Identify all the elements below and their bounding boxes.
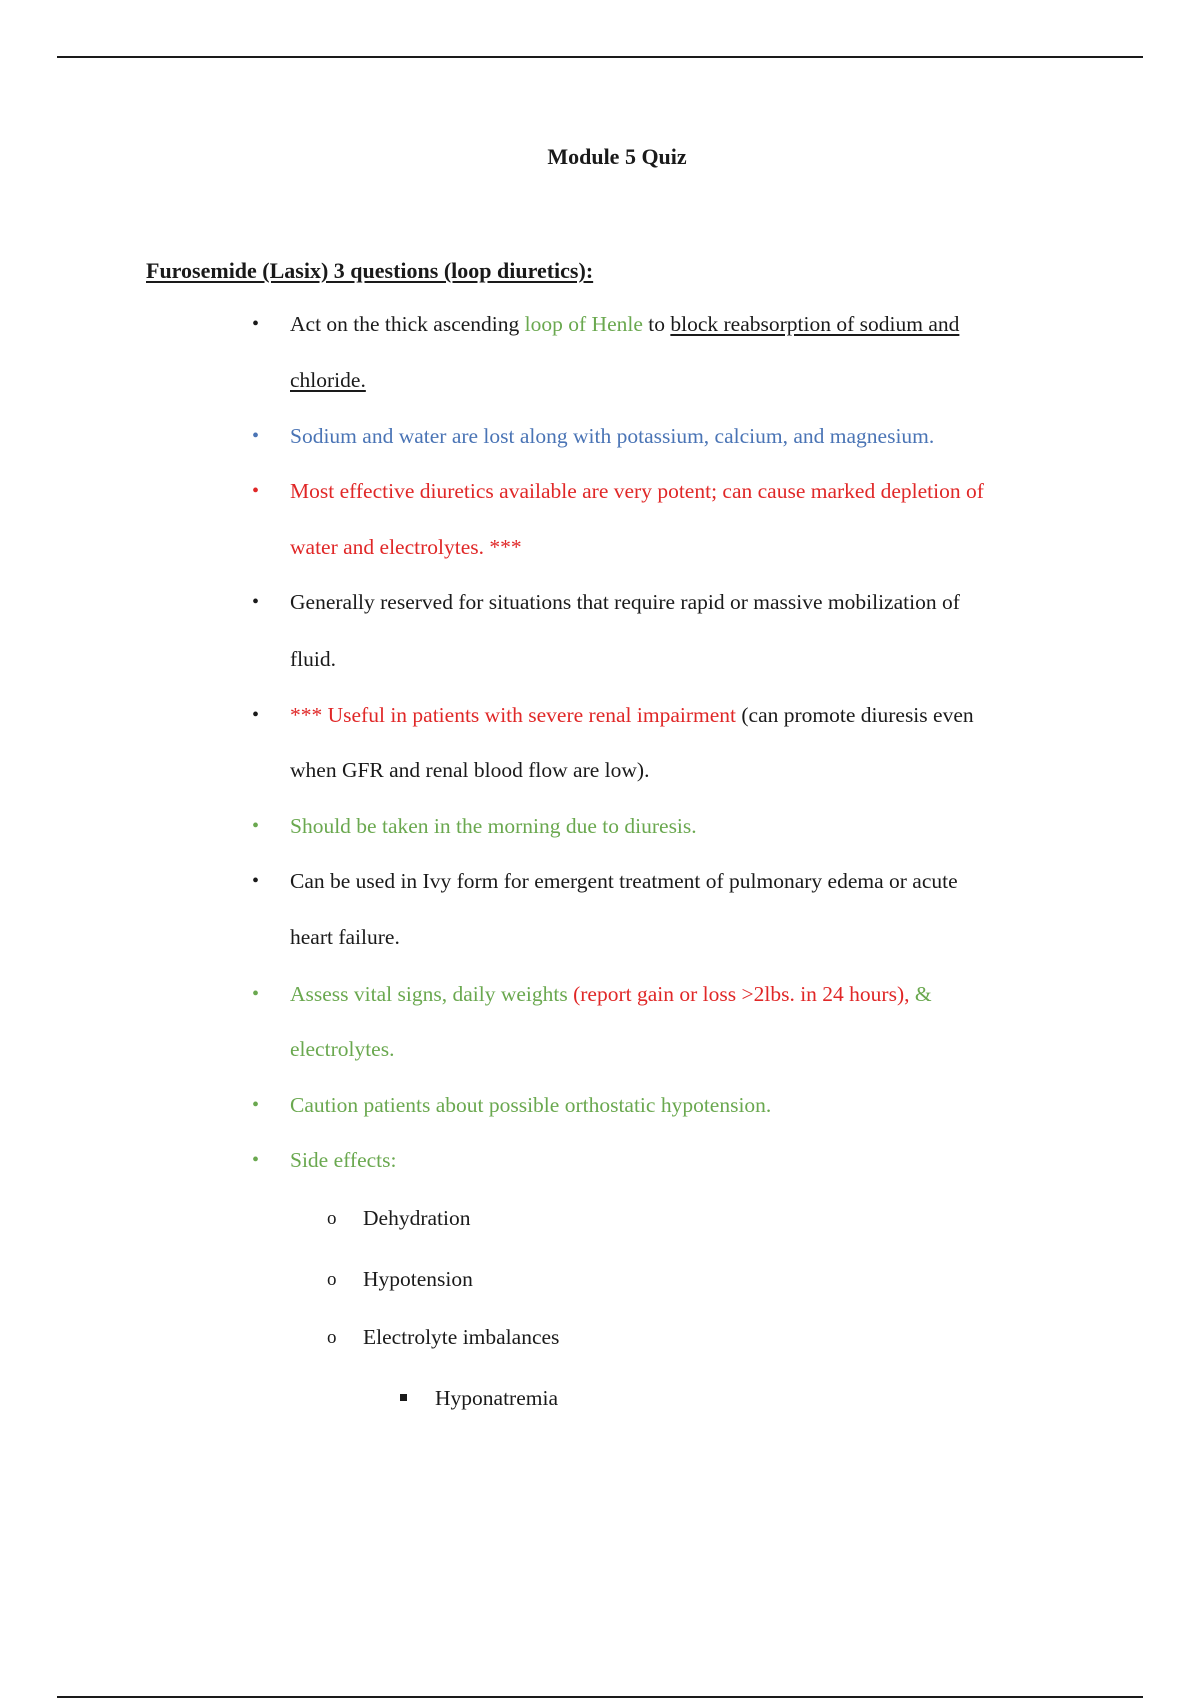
list-item-continuation: chloride.	[290, 368, 366, 392]
bullet-icon: •	[252, 480, 260, 502]
bullet-icon: •	[252, 425, 260, 447]
sub-list-item: Hypotension	[363, 1267, 473, 1291]
list-item: Generally reserved for situations that require rapid or massive mobilization of	[290, 590, 960, 614]
sub-list-item: Dehydration	[363, 1206, 471, 1230]
page-title: Module 5 Quiz	[547, 144, 687, 169]
list-item	[290, 312, 959, 337]
list-item: Most effective diuretics available are very potent; can cause marked depletion of	[290, 479, 984, 503]
list-item: Side effects:	[290, 1148, 397, 1172]
bullet-icon: •	[252, 591, 260, 613]
footer-rule	[57, 1696, 1143, 1698]
sub-bullet-icon: o	[327, 1269, 337, 1290]
square-bullet-icon	[400, 1394, 407, 1401]
text-run: to	[642, 312, 671, 336]
text-run: (can promote diuresis even	[736, 703, 974, 727]
text-run: Act on the thick ascending	[290, 312, 525, 336]
list-item: Should be taken in the morning due to diuresis.	[290, 814, 697, 838]
text-run: Assess vital signs, daily weights	[290, 982, 574, 1006]
list-item: Caution patients about possible orthostatic hypotension.	[290, 1093, 772, 1117]
header-rule	[57, 56, 1143, 58]
list-item-continuation: heart failure.	[290, 925, 400, 949]
bullet-icon: •	[252, 1094, 260, 1116]
list-item: Can be used in Ivy form for emergent treatment of pulmonary edema or acute	[290, 869, 958, 893]
list-item: Sodium and water are lost along with potassium, calcium, and magnesium.	[290, 424, 935, 448]
sub-bullet-icon: o	[327, 1208, 337, 1229]
sub-bullet-icon: o	[327, 1327, 337, 1348]
bullet-icon: •	[252, 1149, 260, 1171]
list-item	[290, 703, 974, 728]
text-run: &	[909, 982, 932, 1006]
bullet-icon: •	[252, 815, 260, 837]
bullet-icon: •	[252, 313, 260, 335]
sub-sub-list-item: Hyponatremia	[435, 1386, 558, 1410]
text-run: loop of Henle	[524, 312, 643, 336]
bullet-icon: •	[252, 983, 260, 1005]
list-item	[290, 982, 932, 1007]
list-item-continuation: water and electrolytes. ***	[290, 535, 522, 559]
bullet-icon: •	[252, 704, 260, 726]
list-item-continuation: fluid.	[290, 647, 336, 671]
list-item-continuation: electrolytes.	[290, 1037, 395, 1061]
text-run: block reabsorption of sodium and	[670, 312, 960, 336]
text-run: (report gain or loss >2lbs. in 24 hours),	[573, 982, 910, 1006]
text-run: *** Useful in patients with severe renal impairment	[290, 703, 736, 727]
list-item-continuation: when GFR and renal blood flow are low).	[290, 758, 650, 782]
bullet-icon: •	[252, 870, 260, 892]
sub-list-item: Electrolyte imbalances	[363, 1325, 560, 1349]
section-heading: Furosemide (Lasix) 3 questions (loop diuretics):	[146, 258, 594, 283]
